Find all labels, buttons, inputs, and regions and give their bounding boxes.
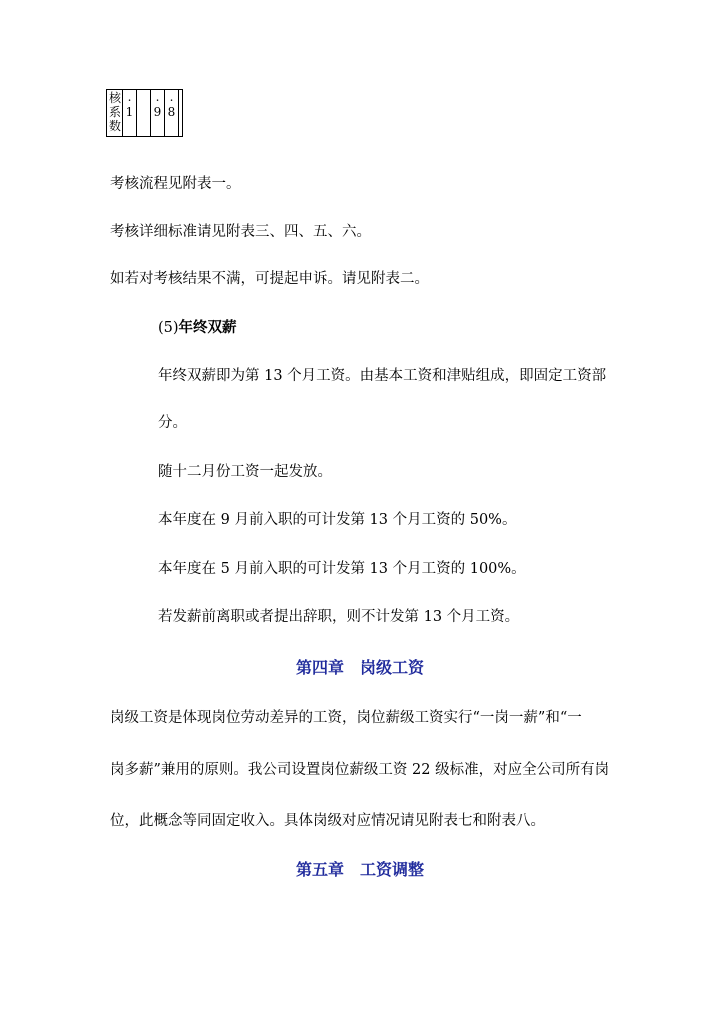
table-cell-value-4 — [165, 90, 179, 136]
chapter4-line-1: 岗级工资是体现岗位劳动差异的工资，岗位薪级工资实行“一岗一薪”和“一 — [110, 710, 582, 726]
table-cell-digit: 8 — [167, 105, 176, 119]
paragraph-appeal: 如若对考核结果不满，可提起申诉。请见附表二。 — [110, 271, 429, 287]
section-heading-year-end-bonus — [158, 319, 237, 337]
chapter-heading-5: 第五章 工资调整 — [295, 860, 424, 879]
fragment-table — [106, 89, 183, 137]
table-cell-digit: 9 — [153, 105, 162, 119]
chapter-heading-4: 第四章 岗级工资 — [295, 658, 424, 677]
section-title: 年终双薪 — [178, 319, 237, 336]
table-cell-value-2 — [137, 90, 151, 136]
table-cell-label-line-2: 系 — [109, 105, 122, 119]
chapter4-line-3: 位，此概念等同固定收入。具体岗级对应情况请见附表七和附表八。 — [110, 813, 545, 829]
chapter4-line-2: 岗多薪”兼用的原则。我公司设置岗位薪级工资 22 级标准，对应全公司所有岗 — [110, 762, 610, 778]
table-cell-clipped — [179, 90, 183, 136]
table-cell-dot: . — [155, 90, 160, 104]
section-line-1: 年终双薪即为第 13 个月工资。由基本工资和津贴组成，即固定工资部 — [158, 368, 607, 384]
paragraph-assessment-standards: 考核详细标准请见附表三、四、五、六。 — [110, 224, 371, 240]
section-line-5: 本年度在 5 月前入职的可计发第 13 个月工资的 100%。 — [158, 561, 526, 577]
table-cell-label-line-1: 核 — [109, 91, 122, 105]
section-line-3: 随十二月份工资一起发放。 — [158, 464, 332, 480]
table-cell-label — [107, 90, 123, 136]
paragraph-assessment-process: 考核流程见附表一。 — [110, 176, 241, 192]
table-cell-dot: . — [127, 90, 132, 104]
section-line-6: 若发薪前离职或者提出辞职，则不计发第 13 个月工资。 — [158, 609, 520, 625]
table-cell-value-1 — [123, 90, 137, 136]
table-cell-value-3 — [151, 90, 165, 136]
table-cell-label-line-3: 数 — [109, 119, 122, 133]
table-cell-digit: 1 — [125, 105, 134, 119]
section-line-4: 本年度在 9 月前入职的可计发第 13 个月工资的 50%。 — [158, 512, 517, 528]
table-cell-dot: . — [169, 90, 174, 104]
section-line-2: 分。 — [158, 415, 187, 431]
section-number: (5) — [158, 320, 179, 336]
